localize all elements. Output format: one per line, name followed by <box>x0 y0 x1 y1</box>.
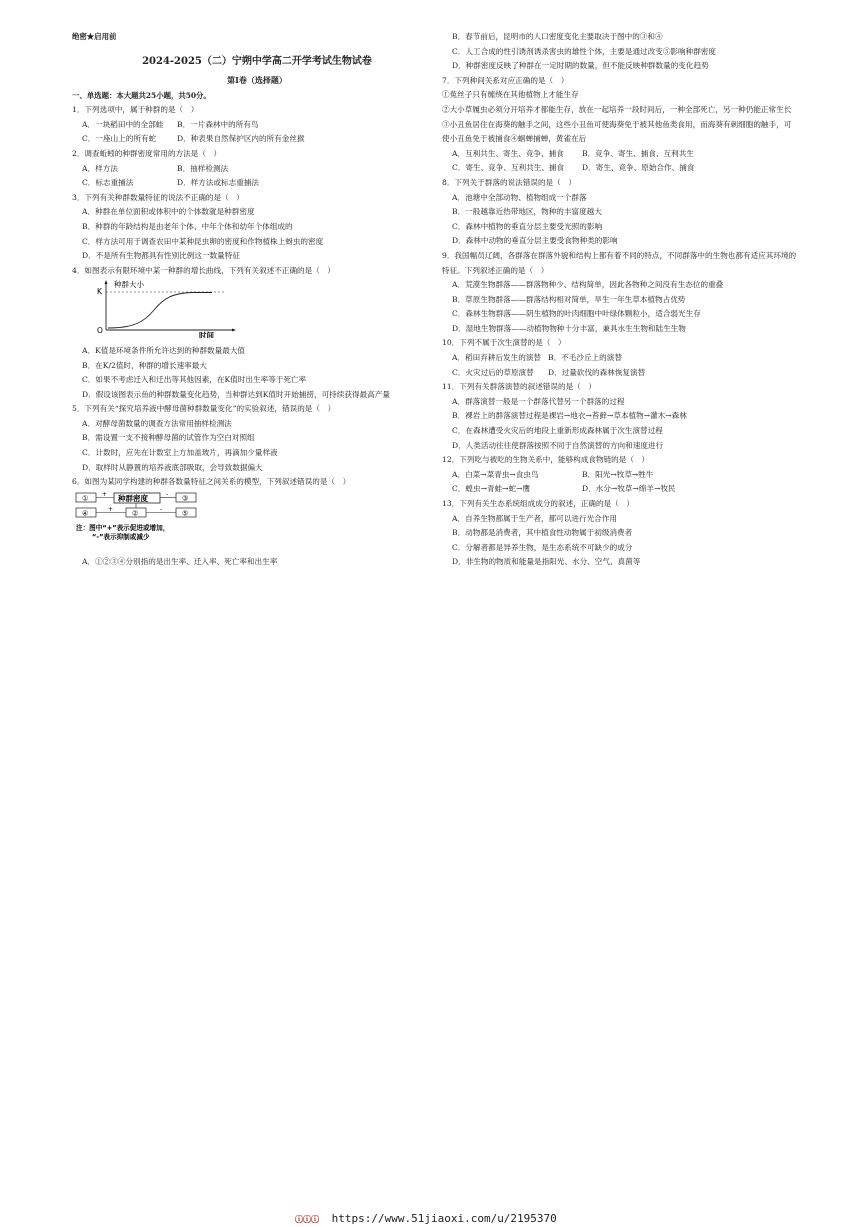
q2-option-c: C．标志重捕法 <box>82 178 134 188</box>
question-9-stem-cont: 特征。下列叙述正确的是（ ） <box>442 265 549 275</box>
q1-option-a: A．一块稻田中的全部蛙 <box>82 119 164 129</box>
question-12-options-row2 <box>442 482 802 497</box>
q13-option-c: C．分解者都是异养生物，是生态系统不可缺少的成分 <box>452 542 633 552</box>
q10-option-a: A．稻田弃耕后发生的演替 <box>452 353 542 363</box>
q8-option-d: D．森林中动物的垂直分层主要受食物种类的影响 <box>452 236 618 246</box>
footer-url-link[interactable]: https://www.51jiaoxi.com/u/2195370 <box>331 1212 557 1225</box>
q7-option-b: B．竞争、寄生、捕食、互利共生 <box>582 148 694 158</box>
q9-option-a: A．荒漠生物群落——群落物种少、结构简单，因此各物种之间没有生态位的重叠 <box>452 280 724 290</box>
node-5-label: ⑤ <box>182 509 189 518</box>
section-heading: 一、单选题：本大题共25小题，共50分。 <box>72 90 211 100</box>
q9-option-b: B．草原生物群落——群落结构相对简单，旱生一年生草本植物占优势 <box>452 294 686 304</box>
question-12-options-row1 <box>442 468 802 483</box>
q5-option-c: C．计数时，应先在计数室上方加盖玻片，再滴加少量样液 <box>82 448 278 458</box>
q8-option-b: B．一般越靠近热带地区，物种的丰富度越大 <box>452 207 602 217</box>
question-2-options-row2 <box>72 176 442 191</box>
q7-option-d: D．寄生、竞争、原始合作、捕食 <box>582 163 695 173</box>
right-column <box>442 30 802 570</box>
q12-option-c: C．蝗虫→青蛙→蛇→鹰 <box>452 484 531 494</box>
confidential-mark: 绝密★启用前 <box>72 32 117 41</box>
q12-option-d: D．水分→牧草→绵羊→牧民 <box>582 484 676 494</box>
q3-option-b: B．种群的年龄结构是由老年个体、中年个体和幼年个体组成的 <box>82 221 293 231</box>
q9-option-c: C．森林生物群落——阴生植物的叶肉细胞中叶绿体颗粒小，适合弱光生存 <box>452 309 701 319</box>
q4-option-a: A．K值是环境条件所允许达到的种群数量最大值 <box>82 345 246 355</box>
question-7-options-row2 <box>442 161 802 176</box>
q7-option-a: A．互利共生、寄生、竞争、捕食 <box>452 148 564 158</box>
node-3-label: ③ <box>182 494 189 503</box>
q6-option-d: D．种群密度反映了种群在一定时期的数量，但不能反映种群数量的变化趋势 <box>452 61 709 71</box>
q13-option-a: A．自养生物都属于生产者，都可以进行光合作用 <box>452 513 617 523</box>
y-axis-arrow <box>105 280 108 284</box>
q9-option-d: D．湿地生物群落——动植物物种十分丰富，兼具水生生物和陆生生物 <box>452 323 686 333</box>
q13-option-b: B．动物都是消费者，其中植食性动物属于初级消费者 <box>452 528 633 538</box>
question-2-options-row1 <box>72 162 442 177</box>
question-10-stem: 10．下列不属于次生演替的是（ ） <box>442 338 566 348</box>
q7-statement-1: ①菟丝子只有缠绕在其他植物上才能生存 <box>442 90 579 100</box>
q7-statement-4: 使小丑鱼免于被捕食④蛔蝉捕蝉，黄雀在后 <box>442 134 587 144</box>
q7-statement-3: ③小丑鱼居住在海葵的触手之间，这些小丑鱼可使海葵免于被其他鱼类食用，而海葵有刺细胞的触手，可 <box>442 119 792 129</box>
question-1-options-row2 <box>72 132 442 147</box>
site-logo: ⓘⓘⓘ <box>295 1215 319 1224</box>
question-12-stem: 12．下列吃与被吃的生物关系中，能够构成食物链的是（ ） <box>442 455 650 465</box>
diagram-note-1: 注：图中“+”表示促进或增加， <box>76 523 170 532</box>
q11-option-b: B．裸岩上的群落演替过程是裸岩→地衣→苔藓→草本植物→灌木→森林 <box>452 411 687 421</box>
question-13-stem: 13．下列有关生态系统组成成分的叙述，正确的是（ ） <box>442 499 634 508</box>
q6-option-c: C．人工合成的性引诱剂诱杀害虫的雄性个体，主要是通过改变⑤影响种群密度 <box>452 46 716 56</box>
q8-option-c: C．森林中植物的垂直分层主要受光照的影响 <box>452 221 603 231</box>
node-1-label: ① <box>82 494 89 503</box>
q3-option-a: A．种群在单位面积或体积中的个体数就是种群密度 <box>82 207 255 217</box>
q5-option-a: A．对酵母菌数量的调查方法常用抽样检测法 <box>82 418 232 428</box>
q2-option-a: A．样方法 <box>82 163 118 173</box>
question-2-stem: 2．调查蚯蚓的种群密度常用的方法是（ ） <box>72 148 222 158</box>
plus-sign-2: + <box>108 505 114 513</box>
question-7-stem: 7．下列种间关系对应正确的是（ ） <box>442 75 569 85</box>
s-curve <box>108 293 212 329</box>
center-label: 种群密度 <box>118 493 148 503</box>
growth-curve-figure <box>84 278 294 338</box>
question-5-stem: 5．下列有关“探究培养液中酵母菌种群数量变化”的实验叙述，错误的是（ ） <box>72 404 336 414</box>
exam-subtitle: 第Ⅰ卷（选择题） <box>227 74 287 85</box>
chart-xlabel: 时间 <box>199 331 214 339</box>
q1-option-d: D．种表果自然保护区内的所有金丝猴 <box>177 134 305 144</box>
exam-title: 2024-2025（二）宁朔中学高二开学考试生物试卷 <box>142 55 372 67</box>
question-8-stem: 8．下列关于群落的说法错误的是（ ） <box>442 177 576 187</box>
q3-option-d: D．不是所有生物都具有性别比例这一数量特征 <box>82 251 240 261</box>
q10-option-c: C．火灾过后的草原演替 <box>452 367 534 377</box>
chart-k-label: K <box>97 287 102 297</box>
node-2-label: ② <box>132 509 139 518</box>
q1-option-c: C．一座山上的所有蛇 <box>82 134 157 144</box>
question-3-stem: 3．下列有关种群数量特征的说法不正确的是（ ） <box>72 192 244 202</box>
q10-option-b: B．不毛沙丘上的演替 <box>548 353 622 363</box>
left-column <box>72 30 442 570</box>
q2-option-b: B．抽样检测法 <box>177 163 229 173</box>
q7-option-c: C．寄生、竞争、互利共生、捕食 <box>452 163 565 173</box>
question-9-stem: 9．我国幅员辽阔，各群落在群落外貌和结构上都有着不同的特点，不同群落中的生物也都有适应其环境的 <box>442 250 797 260</box>
chart-origin-label: O <box>97 326 103 336</box>
question-4-stem: 4．如图表示有限环境中某一种群的增长曲线，下列有关叙述不正确的是（ ） <box>72 265 336 275</box>
chart-ylabel: 种群大小 <box>114 280 144 290</box>
diagram-note-2: “-”表示抑制或减少 <box>92 532 150 541</box>
x-axis-arrow <box>232 329 236 332</box>
q11-option-c: C．在森林遭受火灾后的地段上重新形成森林属于次生演替过程 <box>452 426 663 436</box>
question-11-stem: 11．下列有关群落演替的叙述错误的是（ ） <box>442 382 596 392</box>
question-6-stem: 6．如图为某同学构建的种群各数量特征之间关系的模型，下列叙述错误的是（ ） <box>72 477 351 487</box>
q3-option-c: C．样方法可用于调查农田中某种昆虫卵的密度和作物植株上蚜虫的密度 <box>82 236 324 246</box>
q2-option-d: D．样方法或标志重捕法 <box>177 178 260 188</box>
population-model-diagram <box>74 492 204 550</box>
q4-option-b: B．在K/2值时，种群的增长速率最大 <box>82 360 207 370</box>
minus-sign-2: - <box>160 505 163 513</box>
q11-option-a: A．群落演替一般是一个群落代替另一个群落的过程 <box>452 396 625 406</box>
q4-option-d: D．假设该图表示鱼的种群数量变化趋势，当种群达到K值时开始捕捞，可持续获得最高产量 <box>82 389 390 399</box>
q6-option-b: B．春节前后，昆明市的人口密度变化主要取决于图中的③和④ <box>452 32 663 41</box>
q8-option-a: A．池塘中全部动物、植物组成一个群落 <box>452 192 587 202</box>
q12-option-b: B．阳光→牧草→牲牛 <box>582 469 654 479</box>
q6-option-a: A．①②③④分别指的是出生率、迁入率、死亡率和出生率 <box>82 557 278 567</box>
q12-option-a: A．白菜→菜青虫→食虫鸟 <box>452 469 539 479</box>
question-7-options-row1 <box>442 147 802 162</box>
question-1-stem: 1．下列选项中，属于种群的是（ ） <box>72 105 199 115</box>
question-1-options-row1 <box>72 118 442 133</box>
q5-option-d: D．取样时从静置的培养液底部吸取，会导致数据偏大 <box>82 462 263 472</box>
q11-option-d: D．人类活动往往使群落按照不同于自然演替的方向和速度进行 <box>452 440 664 450</box>
q7-statement-2: ②大小草履虫必须分开培养才都能生存，放在一起培养一段时间后，一种全部死亡，另一种仍能正常生长 <box>442 104 792 114</box>
q10-option-d: D．过量砍伐的森林恢复演替 <box>548 367 646 377</box>
minus-sign-1: - <box>166 491 169 498</box>
question-10-options-row2 <box>442 366 802 381</box>
q5-option-b: B．需设置一支不接种酵母菌的试管作为空白对照组 <box>82 433 255 443</box>
node-4-label: ④ <box>82 509 89 518</box>
q13-option-d: D．非生物的物质和能量是指阳光、水分、空气、真菌等 <box>452 557 641 567</box>
footer-watermark <box>295 1212 595 1225</box>
plus-sign-1: + <box>102 491 108 498</box>
q4-option-c: C．如果不考虑迁入和迁出等其他因素，在K值时出生率等于死亡率 <box>82 375 307 385</box>
question-10-options-row1 <box>442 351 802 366</box>
q1-option-b: B．一片森林中的所有鸟 <box>177 119 259 129</box>
